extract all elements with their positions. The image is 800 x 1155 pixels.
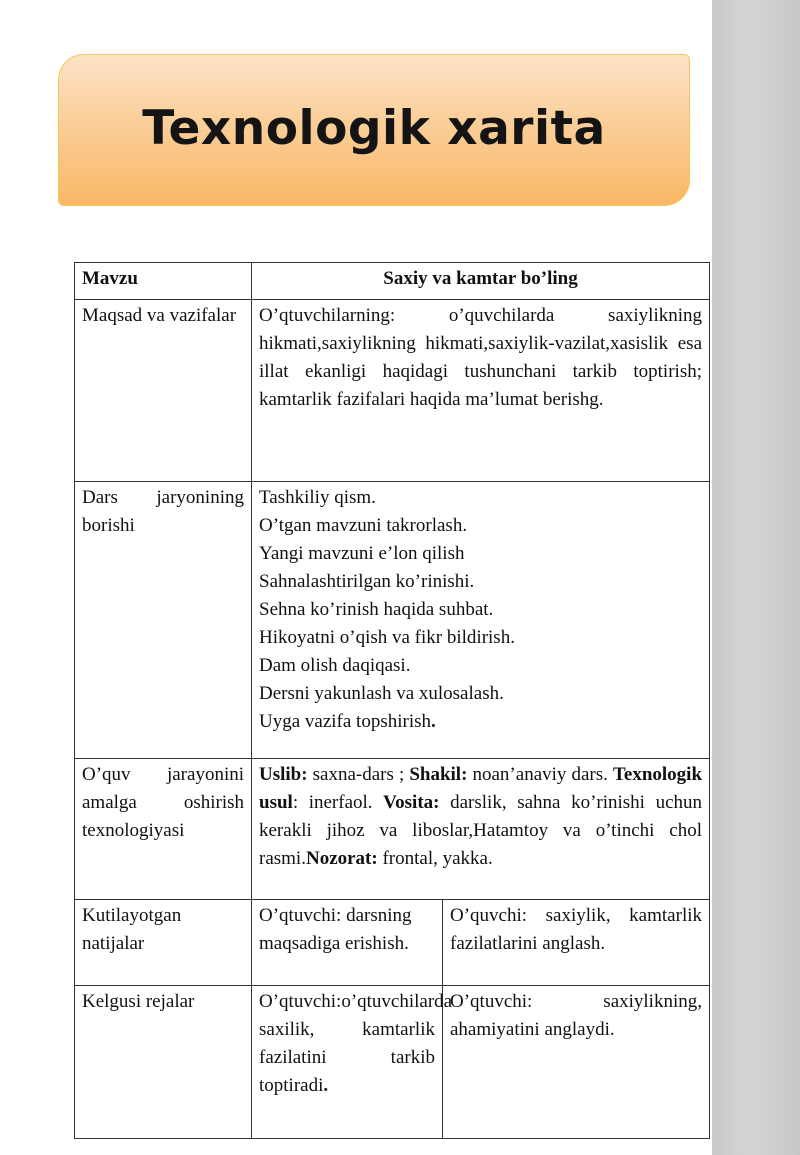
table-row (75, 300, 710, 482)
method-label: Uslib: (259, 764, 308, 785)
control-value: frontal, yakka. (382, 848, 493, 869)
goals-label: Maqsad va vazifalar (75, 300, 252, 482)
method-value: saxna-dars ; (312, 764, 405, 785)
list-item: Tashkiliy qism. (259, 487, 376, 508)
table-row (75, 482, 710, 759)
tech-value: : inerfaol. (292, 792, 373, 813)
list-item: Yangi mavzuni e’lon qilish (259, 543, 465, 564)
table-row (75, 263, 710, 300)
list-item: Dersni yakunlash va xulosalash. (259, 683, 504, 704)
expected-label: Kutilayotgan natijalar (75, 900, 252, 986)
future-student: O’qtuvchi: saxiylikning, ahamiyatini anglaydi. (443, 986, 710, 1139)
technology-map-table (74, 262, 710, 1139)
list-item (259, 708, 702, 736)
table-row (75, 900, 710, 986)
list-item: Hikoyatni o’qish va fikr bildirish. (259, 627, 515, 648)
page-title: Texnologik xarita (142, 101, 606, 156)
goals-text: O’qtuvchilarning: o’quvchilarda saxiylikning hikmati,saxiylikning hikmati,saxiylik-vazilat,xasislik esa illat ekanligi haqidagi tushunchani tarkib toptirish; kamtarlik fazifalari haqida ma’lumat berishg. (252, 300, 710, 482)
technology-label: O’quv jarayonini amalga oshirish texnologiyasi (75, 759, 252, 900)
tech-label: Texnologik usul (259, 764, 703, 813)
table-row (75, 986, 710, 1139)
form-value: noan’anaviy dars. (472, 764, 608, 785)
page-edge-strip (712, 0, 800, 1155)
topic-value: Saxiy va kamtar bo’ling (252, 263, 710, 300)
form-label: Shakil: (409, 764, 468, 785)
list-item: Sehna ko’rinish haqida suhbat. (259, 599, 494, 620)
expected-teacher: O’qtuvchi: darsning maqsadiga erishish. (252, 900, 443, 986)
process-label: Dars jaryonining borishi (75, 482, 252, 759)
topic-label: Mavzu (75, 263, 252, 300)
future-teacher (252, 986, 453, 1139)
control-label: Nozorat: (305, 848, 378, 869)
process-steps (252, 482, 710, 759)
tools-value: darslik, sahna ko’rinishi uchun kerakli jihoz va liboslar,Hatamtoy va o’tinchi chol rasmi. (259, 792, 703, 869)
future-label: Kelgusi rejalar (75, 986, 252, 1139)
tools-label: Vosita: (383, 792, 440, 813)
technology-text (252, 759, 710, 900)
list-item: Sahnalashtirilgan ko’rinishi. (259, 571, 475, 592)
table-row (75, 759, 710, 900)
list-item-text: Uyga vazifa topshirish (259, 711, 432, 732)
bold-period: . (323, 1075, 329, 1096)
list-item: Dam olish daqiqasi. (259, 655, 411, 676)
list-item: O’tgan mavzuni takrorlash. (259, 515, 468, 536)
expected-student: O’quvchi: saxiylik, kamtarlik fazilatlarini anglash. (443, 900, 710, 986)
title-banner (58, 54, 690, 206)
bold-period: . (431, 711, 436, 732)
future-teacher-text: O’qtuvchi:o’qtuvchilarda saxilik, kamtarlik fazilatini tarkib toptiradi (259, 991, 453, 1096)
